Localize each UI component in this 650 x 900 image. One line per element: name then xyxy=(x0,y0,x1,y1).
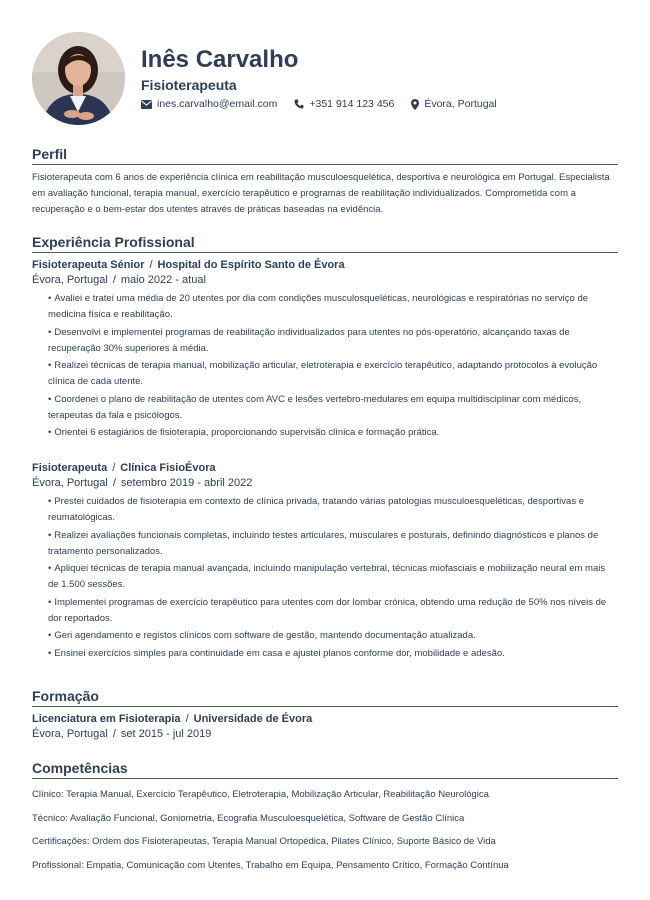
job-bullets xyxy=(32,494,618,662)
job-employer: Clínica FisioÉvora xyxy=(120,462,216,474)
job-employer: Hospital do Espírito Santo de Évora xyxy=(157,259,345,271)
job-dates: setembro 2019 - abril 2022 xyxy=(120,477,253,489)
resume-header xyxy=(32,32,618,126)
education-dates: set 2015 - jul 2019 xyxy=(120,728,212,740)
location-text: Évora, Portugal xyxy=(424,98,497,110)
education-meta: Évora, Portugal / set 2015 - jul 2019 xyxy=(32,728,212,740)
job-bullet: • Ensinei exercícios simples para continuidade em casa e ajustei planos conforme dor, mobilidade e adesão. xyxy=(48,646,618,662)
profile-photo xyxy=(32,32,125,125)
email-text: ines.carvalho@email.com xyxy=(157,98,278,110)
job-location: Évora, Portugal xyxy=(32,477,108,489)
job-meta: Évora, Portugal / maio 2022 - atual xyxy=(32,274,206,286)
job-dates: maio 2022 - atual xyxy=(120,274,206,286)
education-location: Évora, Portugal xyxy=(32,728,108,740)
job-entry xyxy=(32,461,618,662)
degree: Licenciatura em Fisioterapia xyxy=(32,713,181,725)
job-title: Fisioterapeuta xyxy=(141,77,237,93)
education-section xyxy=(32,688,618,745)
skill-line: Profissional: Empatia, Comunicação com Utentes, Trabalho em Equipa, Pensamento Crítico, Formação Contínua xyxy=(32,859,509,871)
job-bullet: • Realizei técnicas de terapia manual, mobilização articular, eletroterapia e exercício terapêutico, adaptando protocolos à evolução clínica de cada utente. xyxy=(48,358,618,390)
job-bullet: • Geri agendamento e registos clínicos com software de gestão, mantendo documentação atualizada. xyxy=(48,628,618,644)
avatar xyxy=(32,32,125,125)
experience-section xyxy=(32,234,618,663)
job-bullet: • Orientei 6 estagiários de fisioterapia, proporcionando supervisão clínica e formação prática. xyxy=(48,425,618,441)
job-bullet: • Implementei programas de exercício terapêutico para utentes com dor lombar crónica, obtendo uma redução de 50% nos níveis de dor reportados. xyxy=(48,595,618,627)
job-bullet: • Coordenei o plano de reabilitação de utentes com AVC e lesões vertebro-medulares em equipa multidisciplinar com médicos, terapeutas da fala e psicólogos. xyxy=(48,392,618,424)
profile-section xyxy=(32,146,618,218)
skill-line: Certificações: Ordem dos Fisioterapeutas, Terapia Manual Ortopédica, Pilates Clínico, Suporte Básico de Vida xyxy=(32,836,496,847)
section-heading: Formação xyxy=(32,688,618,707)
section-heading: Experiência Profissional xyxy=(32,234,618,253)
job-heading: Fisioterapeuta Sénior / Hospital do Espírito Santo de Évora xyxy=(32,259,345,271)
job-bullet: • Avaliei e tratei uma média de 20 utentes por dia com condições musculosqueléticas, neurológicas e respiratórias no serviço de medicina física e reabilitação. xyxy=(48,291,618,323)
section-heading: Competências xyxy=(32,760,618,779)
contact-phone[interactable] xyxy=(294,98,394,110)
skill-line: Clínico: Terapia Manual, Exercício Terapêutico, Eletroterapia, Mobilização Articular, Reabilitação Neurológica xyxy=(32,789,489,800)
skills-section xyxy=(32,760,618,881)
section-heading: Perfil xyxy=(32,146,618,165)
skill-line: Técnico: Avaliação Funcional, Goniometria, Ecografia Musculoesquelética, Software de Gestão Clínica xyxy=(32,812,465,824)
job-role: Fisioterapeuta xyxy=(32,462,108,474)
job-bullet: • Prestei cuidados de fisioterapia em contexto de clínica privada, tratando várias patologias musculoesqueléticas, desportivas e reumatológicas. xyxy=(48,494,618,526)
candidate-name: Inês Carvalho xyxy=(141,46,299,73)
phone-text: +351 914 123 456 xyxy=(309,98,395,110)
job-bullet: • Desenvolvi e implementei programas de reabilitação individualizados para utentes no pós-operatório, alcançando taxas de recuperação 30% superiores à média. xyxy=(48,325,618,357)
job-bullet: • Apliquei técnicas de terapia manual avançada, incluindo manipulação vertebral, técnicas miofasciais e mobilização neural em mais de 1.500 sessões. xyxy=(48,561,618,593)
school: Universidade de Évora xyxy=(193,713,313,725)
job-bullet: • Realizei avaliações funcionais completas, incluindo testes articulares, musculares e posturais, definindo diagnósticos e planos de tratamento personalizados. xyxy=(48,528,618,560)
phone-icon xyxy=(294,99,304,109)
contact-email[interactable] xyxy=(141,98,277,110)
job-bullets xyxy=(32,291,618,441)
job-meta: Évora, Portugal / setembro 2019 - abril 2022 xyxy=(32,477,253,489)
job-location: Évora, Portugal xyxy=(32,274,108,286)
contact-info xyxy=(141,98,514,110)
location-pin-icon xyxy=(411,99,419,110)
job-entry xyxy=(32,258,618,441)
contact-location xyxy=(411,98,496,110)
education-heading: Licenciatura em Fisioterapia / Universidade de Évora xyxy=(32,713,313,725)
job-heading: Fisioterapeuta / Clínica FisioÉvora xyxy=(32,462,216,474)
mail-icon xyxy=(141,100,152,109)
profile-summary: Fisioterapeuta com 6 anos de experiência clínica em reabilitação musculoesquelética, desportiva e neurológica em Portugal. Especialista em avaliação funcional, terapia manual, exercício terapêutico e programas de reabilitação individualizados. Comprometida com a recuperação e o bem-estar dos utentes através de práticas baseadas na evidência. xyxy=(32,172,610,215)
job-role: Fisioterapeuta Sénior xyxy=(32,259,145,271)
